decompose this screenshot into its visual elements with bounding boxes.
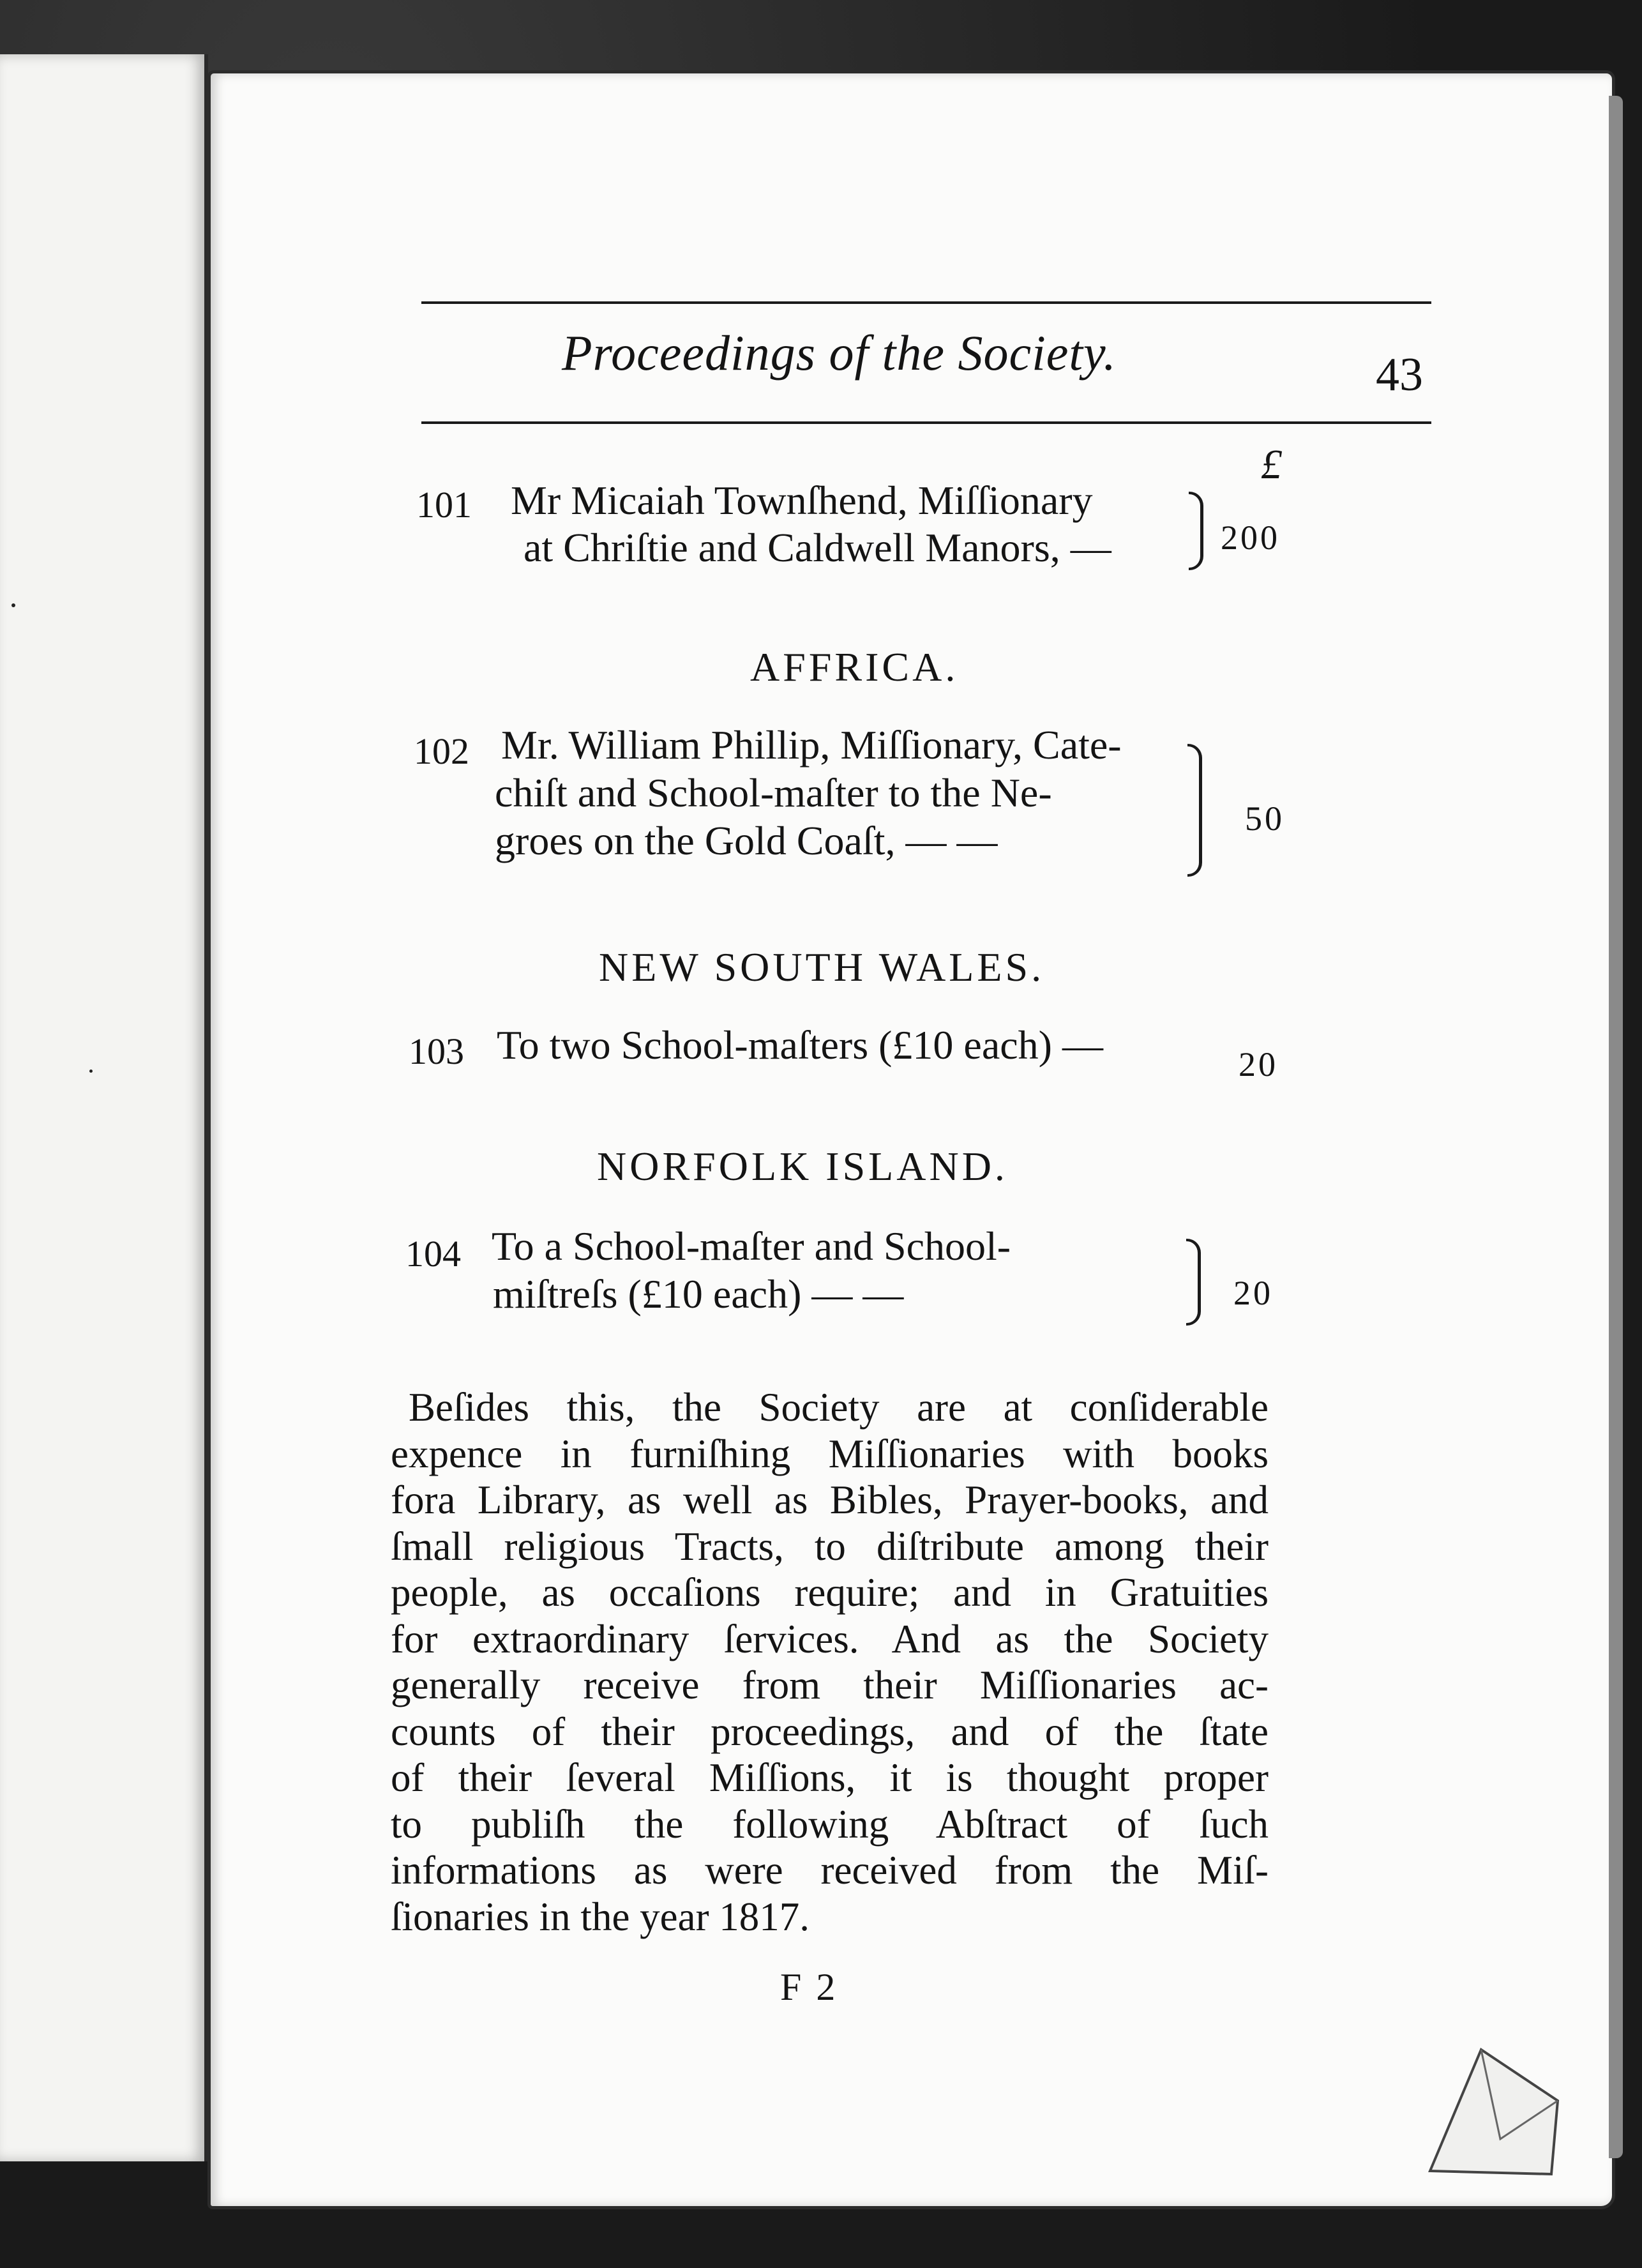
entry-number: 102: [414, 730, 469, 772]
paragraph-line: counts of their proceedings, and of the ſtate: [391, 1709, 1269, 1754]
entry-brace: [1189, 492, 1203, 570]
header-rule-bottom: [421, 421, 1431, 424]
entry-line: To a School-maſter and School-: [492, 1223, 1011, 1269]
signature-mark: F 2: [780, 1966, 838, 2008]
paragraph-line: for extraordinary ſervices. And as the Society: [391, 1616, 1269, 1661]
page-number: 43: [1376, 349, 1423, 401]
entry-amount: 20: [1239, 1045, 1278, 1084]
entry-line: miſtreſs (£10 each) — —: [493, 1271, 904, 1317]
corner-fold: [1424, 2024, 1564, 2177]
entry-line: Mr Micaiah Townſhend, Miſſionary: [511, 478, 1093, 523]
ink-speck: [89, 1070, 93, 1073]
entry-amount: 20: [1233, 1274, 1273, 1312]
entry-brace: [1186, 1239, 1201, 1326]
page-edge: [1609, 96, 1623, 2158]
section-heading: NORFOLK ISLAND.: [597, 1144, 1008, 1189]
section-heading: NEW SOUTH WALES.: [599, 944, 1045, 990]
entry-number: 103: [409, 1031, 464, 1072]
paragraph-line: to publiſh the following Abſtract of ſuch: [391, 1801, 1269, 1847]
paragraph-line: of their ſeveral Miſſions, it is thought proper: [391, 1755, 1269, 1800]
paragraph-line: generally receive from their Miſſionaries ac-: [391, 1663, 1269, 1707]
entry-line: groes on the Gold Coaſt, — —: [495, 818, 998, 863]
entry-line: chiſt and School-maſter to the Ne-: [495, 770, 1052, 815]
paragraph-line: ſionaries in the year 1817.: [391, 1894, 810, 1939]
ink-speck: [11, 603, 15, 607]
paragraph-line: fora Library, as well as Bibles, Prayer-books, and: [391, 1478, 1269, 1522]
section-heading: AFFRICA.: [750, 644, 959, 690]
currency-column-header: £: [1261, 441, 1282, 488]
entry-number: 104: [405, 1233, 461, 1274]
paragraph-line: people, as occaſions require; and in Gratuities: [391, 1570, 1269, 1615]
entry-amount: 200: [1221, 518, 1280, 557]
entry-number: 101: [416, 484, 472, 525]
paragraph-line: ſmall religious Tracts, to diſtribute among their: [391, 1523, 1269, 1569]
running-head: Proceedings of the Society.: [562, 325, 1117, 381]
body-paragraph: [391, 1384, 1269, 1940]
paragraph-line: informations as were received from the Miſ-: [391, 1848, 1269, 1893]
paragraph-line: expence in furniſhing Miſſionaries with books: [391, 1431, 1269, 1476]
header-rule-top: [421, 301, 1431, 304]
entry-line: at Chriſtie and Caldwell Manors, —: [523, 525, 1111, 570]
left-page: [0, 54, 208, 2161]
entry-amount: 50: [1245, 799, 1284, 838]
paragraph-line: Beſides this, the Society are at conſiderable: [409, 1385, 1269, 1430]
entry-line: To two School-maſters (£10 each) —: [497, 1022, 1103, 1068]
entry-line: Mr. William Phillip, Miſſionary, Cate-: [501, 722, 1122, 767]
entry-brace: [1187, 744, 1202, 877]
